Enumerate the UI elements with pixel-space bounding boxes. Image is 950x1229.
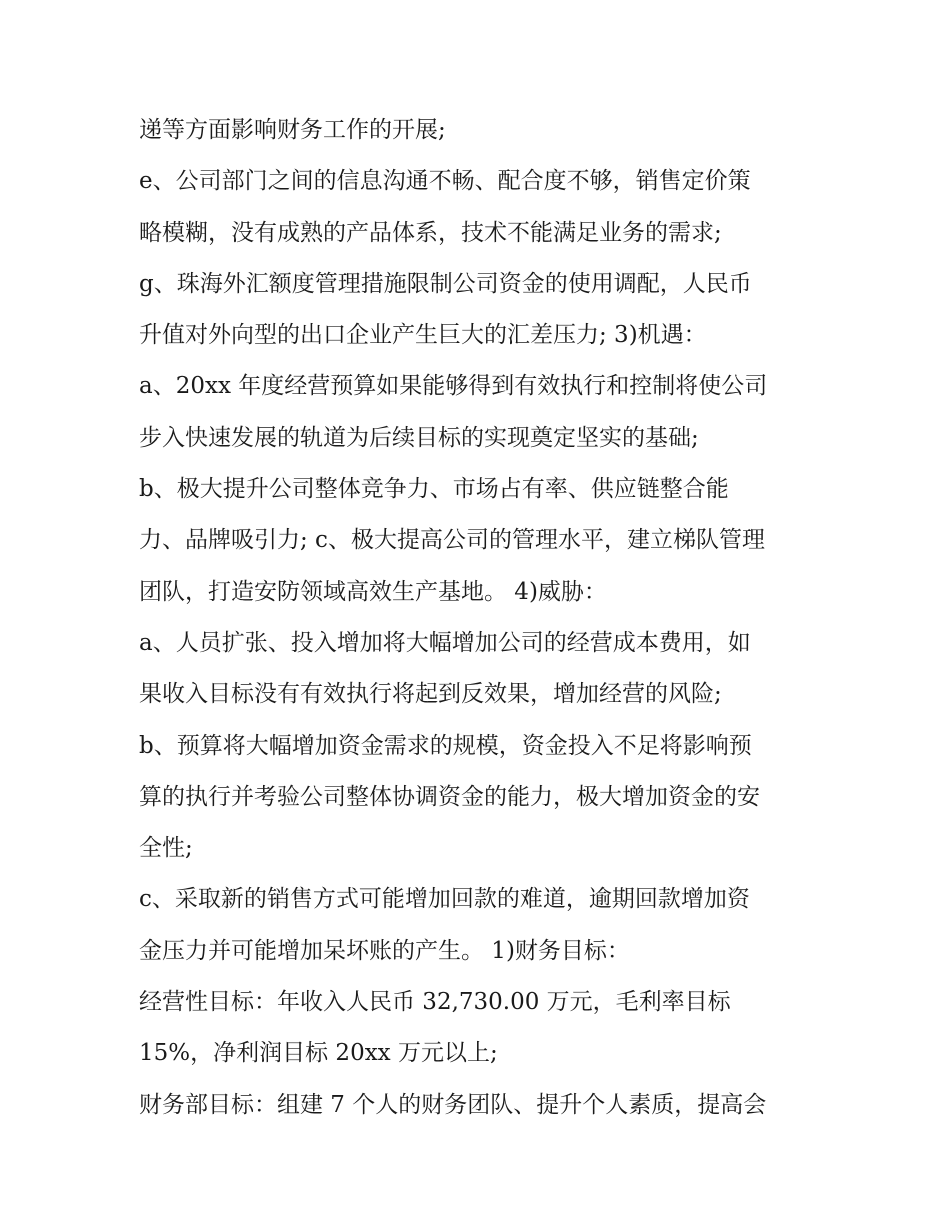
text-line: 略模糊，没有成熟的产品体系，技术不能满足业务的需求; [139, 219, 722, 246]
document-body [139, 105, 819, 1131]
text-line: 团队，打造安防领域高效生产基地。 4)威胁： [139, 578, 607, 605]
text-line: a、人员扩张、投入增加将大幅增加公司的经营成本费用，如 [139, 629, 751, 656]
text-line: a、20xx 年度经营预算如果能够得到有效执行和控制将使公司 [139, 373, 768, 400]
text-line: g、珠海外汇额度管理措施限制公司资金的使用调配，人民币 [139, 270, 752, 297]
text-line: 财务部目标：组建 7 个人的财务团队、提升个人素质，提高会 [139, 1091, 767, 1118]
text-line: c、采取新的销售方式可能增加回款的难道，逾期回款增加资 [139, 886, 750, 913]
text-line: 递等方面影响财务工作的开展; [139, 117, 446, 143]
text-line: b、极大提升公司整体竞争力、市场占有率、供应链整合能 [139, 476, 729, 503]
text-line: 15%，净利润目标 20xx 万元以上; [139, 1040, 498, 1067]
text-line: 金压力并可能增加呆坏账的产生。 1)财务目标： [139, 937, 630, 964]
text-line: 算的执行并考验公司整体协调资金的能力，极大增加资金的安 [139, 783, 760, 810]
text-line: b、预算将大幅增加资金需求的规模，资金投入不足将影响预 [139, 732, 752, 759]
text-line: 升值对外向型的出口企业产生巨大的汇差压力; 3)机遇： [139, 322, 707, 349]
text-line: 步入快速发展的轨道为后续目标的实现奠定坚实的基础; [139, 424, 699, 451]
text-line: 果收入目标没有有效执行将起到反效果，增加经营的风险; [139, 681, 722, 708]
text-line: 全性; [139, 835, 193, 862]
text-line: e、公司部门之间的信息沟通不畅、配合度不够，销售定价策 [139, 168, 751, 195]
text-line: 经营性目标：年收入人民币 32,730.00 万元，毛利率目标 [139, 989, 731, 1016]
text-line: 力、品牌吸引力; c、极大提高公司的管理水平，建立梯队管理 [139, 527, 765, 554]
